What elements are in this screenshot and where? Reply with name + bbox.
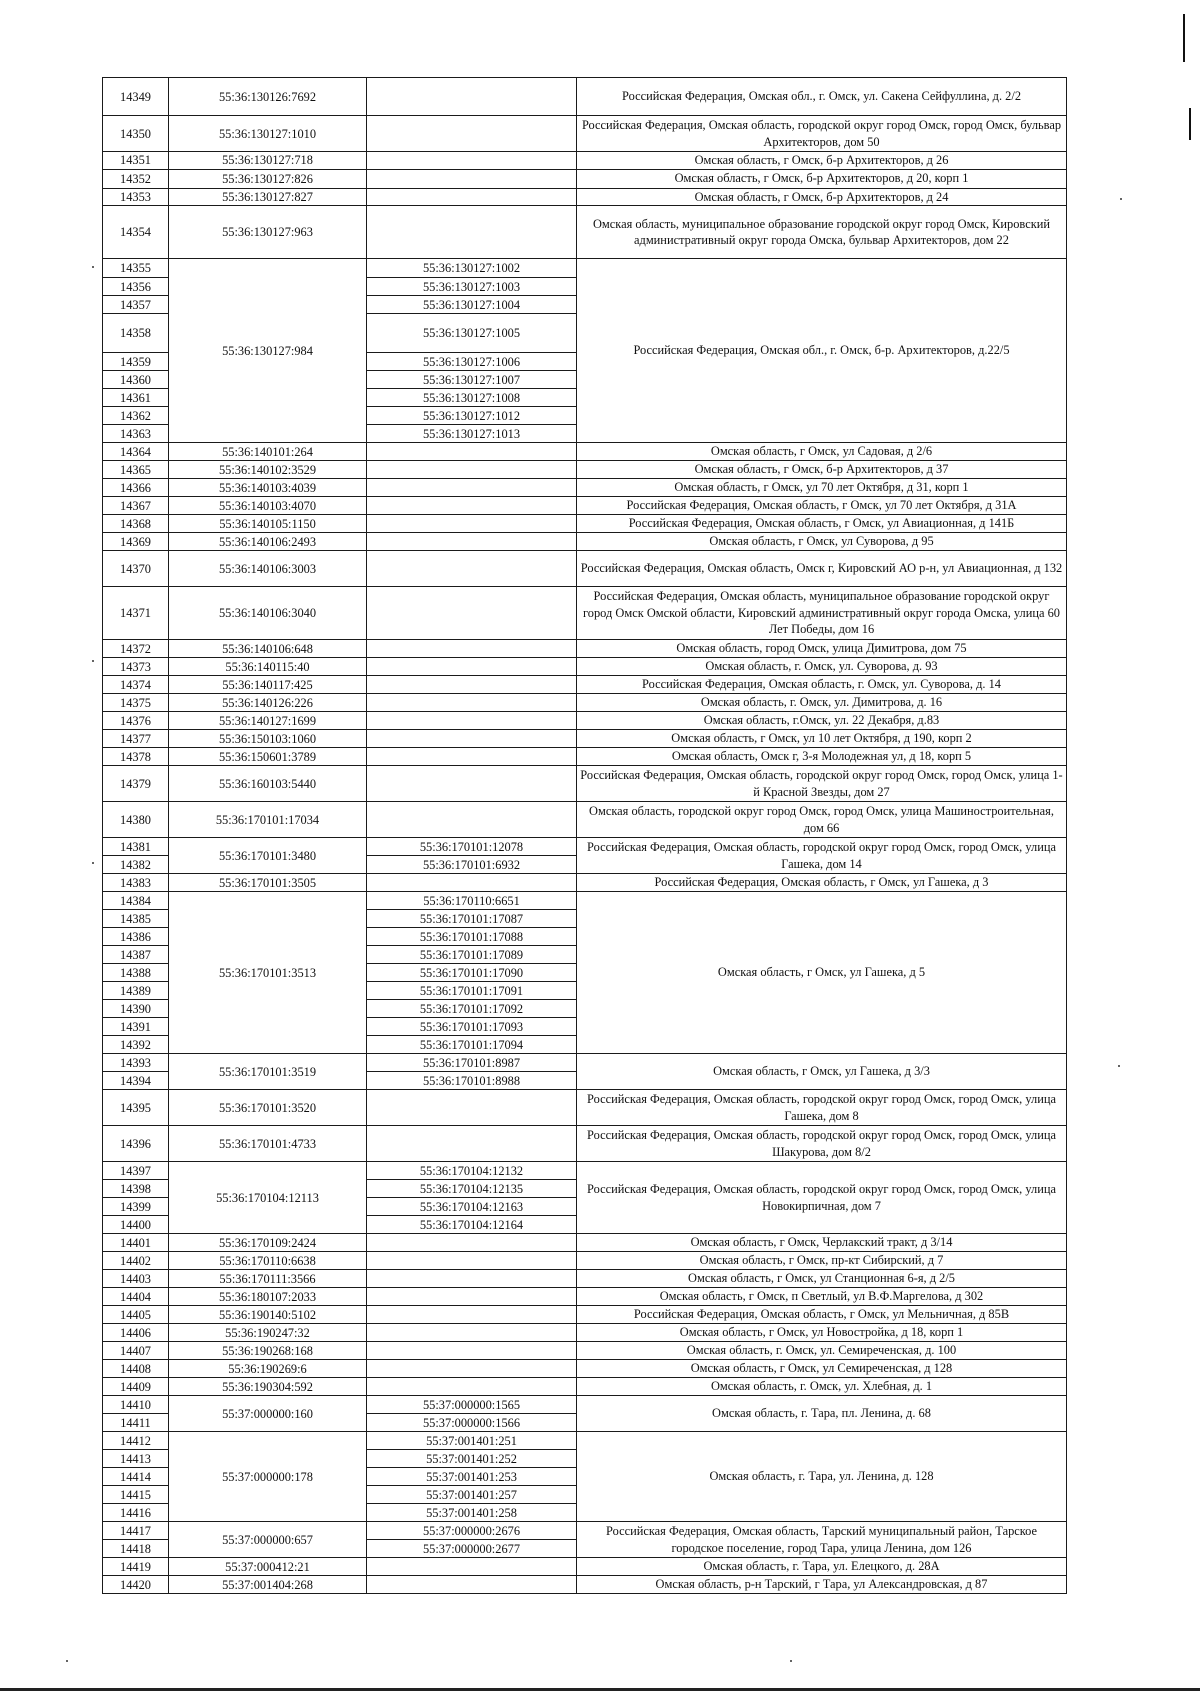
cadastral-number-cell: 55:36:190140:5102 — [169, 1306, 367, 1324]
row-number-cell: 14369 — [103, 533, 169, 551]
row-number-cell: 14390 — [103, 1000, 169, 1018]
cadastral-number-cell: 55:36:190247:32 — [169, 1324, 367, 1342]
row-number-cell: 14374 — [103, 676, 169, 694]
table-row — [103, 1576, 1067, 1594]
row-number-cell: 14403 — [103, 1270, 169, 1288]
table-row — [103, 443, 1067, 461]
cadastral-number-cell: 55:36:140101:264 — [169, 443, 367, 461]
related-cadastral-number-cell: 55:36:170104:12164 — [367, 1216, 577, 1234]
row-number-cell: 14402 — [103, 1252, 169, 1270]
empty-cell — [367, 1360, 577, 1378]
row-number-cell: 14410 — [103, 1396, 169, 1414]
row-number-cell: 14353 — [103, 188, 169, 206]
row-number-cell: 14404 — [103, 1288, 169, 1306]
address-cell: Омская область, г. Тара, ул. Ленина, д. 128 — [577, 1432, 1067, 1522]
row-number-cell: 14360 — [103, 371, 169, 389]
row-number-cell: 14405 — [103, 1306, 169, 1324]
row-number-cell: 14419 — [103, 1558, 169, 1576]
row-number-cell: 14416 — [103, 1504, 169, 1522]
cadastral-number-cell: 55:36:190269:6 — [169, 1360, 367, 1378]
address-cell: Омская область, г Омск, ул 70 лет Октября, д 31, корп 1 — [577, 479, 1067, 497]
scan-speck — [66, 1660, 68, 1662]
scan-speck — [1118, 1065, 1120, 1067]
address-cell: Омская область, городской округ город Омск, город Омск, улица Машиностроительная, дом 66 — [577, 802, 1067, 838]
table-row — [103, 1288, 1067, 1306]
empty-cell — [367, 78, 577, 116]
cadastral-number-cell: 55:36:140103:4039 — [169, 479, 367, 497]
row-number-cell: 14366 — [103, 479, 169, 497]
address-cell: Омская область, г Омск, б-р Архитекторов, д 26 — [577, 152, 1067, 170]
table-row — [103, 1252, 1067, 1270]
scan-speck — [92, 660, 94, 662]
address-cell: Омская область, г Омск, ул Садовая, д 2/6 — [577, 443, 1067, 461]
related-cadastral-number-cell: 55:36:130127:1008 — [367, 389, 577, 407]
cadastral-number-cell: 55:36:170104:12113 — [169, 1162, 367, 1234]
row-number-cell: 14393 — [103, 1054, 169, 1072]
row-number-cell: 14352 — [103, 169, 169, 188]
cadastral-number-cell: 55:36:170101:3519 — [169, 1054, 367, 1090]
row-number-cell: 14368 — [103, 515, 169, 533]
empty-cell — [367, 497, 577, 515]
cadastral-number-cell: 55:36:140105:1150 — [169, 515, 367, 533]
cadastral-number-cell: 55:36:130127:963 — [169, 206, 367, 259]
related-cadastral-number-cell: 55:36:130127:1004 — [367, 296, 577, 314]
table-row — [103, 1054, 1067, 1072]
cadastral-number-cell: 55:36:170110:6638 — [169, 1252, 367, 1270]
empty-cell — [367, 766, 577, 802]
empty-cell — [367, 1234, 577, 1252]
row-number-cell: 14420 — [103, 1576, 169, 1594]
related-cadastral-number-cell: 55:36:170101:17089 — [367, 946, 577, 964]
table-row — [103, 259, 1067, 278]
empty-cell — [367, 730, 577, 748]
table-row — [103, 1360, 1067, 1378]
empty-cell — [367, 1126, 577, 1162]
empty-cell — [367, 1558, 577, 1576]
empty-cell — [367, 116, 577, 152]
address-cell: Омская область, г. Омск, ул. Хлебная, д. 1 — [577, 1378, 1067, 1396]
cadastral-number-cell: 55:36:190268:168 — [169, 1342, 367, 1360]
address-cell: Омская область, г Омск, п Светлый, ул В.Ф.Маргелова, д 302 — [577, 1288, 1067, 1306]
related-cadastral-number-cell: 55:37:001401:257 — [367, 1486, 577, 1504]
address-cell: Омская область, р-н Тарский, г Тара, ул Александровская, д 87 — [577, 1576, 1067, 1594]
empty-cell — [367, 551, 577, 587]
cadastral-number-cell: 55:36:130127:827 — [169, 188, 367, 206]
address-cell: Российская Федерация, Омская область, г Омск, ул Авиационная, д 141Б — [577, 515, 1067, 533]
table-row — [103, 1378, 1067, 1396]
related-cadastral-number-cell: 55:36:170101:17092 — [367, 1000, 577, 1018]
cadastral-number-cell: 55:36:170101:17034 — [169, 802, 367, 838]
table-row — [103, 1162, 1067, 1180]
row-number-cell: 14351 — [103, 152, 169, 170]
related-cadastral-number-cell: 55:36:130127:1003 — [367, 278, 577, 296]
row-number-cell: 14381 — [103, 838, 169, 856]
related-cadastral-number-cell: 55:36:130127:1007 — [367, 371, 577, 389]
related-cadastral-number-cell: 55:37:000000:2677 — [367, 1540, 577, 1558]
row-number-cell: 14400 — [103, 1216, 169, 1234]
row-number-cell: 14387 — [103, 946, 169, 964]
table-row — [103, 78, 1067, 116]
address-cell: Омская область, г. Омск, ул. Семиреченская, д. 100 — [577, 1342, 1067, 1360]
empty-cell — [367, 533, 577, 551]
cadastral-number-cell: 55:37:000000:178 — [169, 1432, 367, 1522]
related-cadastral-number-cell: 55:36:170104:12132 — [367, 1162, 577, 1180]
table-row — [103, 479, 1067, 497]
empty-cell — [367, 1090, 577, 1126]
address-cell: Российская Федерация, Омская область, г. Омск, ул. Суворова, д. 14 — [577, 676, 1067, 694]
related-cadastral-number-cell: 55:36:170104:12135 — [367, 1180, 577, 1198]
empty-cell — [367, 874, 577, 892]
scan-speck — [92, 862, 94, 864]
address-cell: Российская Федерация, Омская обл., г. Омск, ул. Сакена Сейфуллина, д. 2/2 — [577, 78, 1067, 116]
empty-cell — [367, 1576, 577, 1594]
address-cell: Российская Федерация, Омская область, городской округ город Омск, город Омск, бульвар Архитекторов, дом 50 — [577, 116, 1067, 152]
address-cell: Российская Федерация, Омская область, городской округ город Омск, город Омск, улица Шакурова, дом 8/2 — [577, 1126, 1067, 1162]
row-number-cell: 14414 — [103, 1468, 169, 1486]
row-number-cell: 14412 — [103, 1432, 169, 1450]
row-number-cell: 14407 — [103, 1342, 169, 1360]
table-row — [103, 766, 1067, 802]
related-cadastral-number-cell: 55:36:170101:12078 — [367, 838, 577, 856]
table-row — [103, 551, 1067, 587]
table-row — [103, 1126, 1067, 1162]
empty-cell — [367, 515, 577, 533]
related-cadastral-number-cell: 55:36:170110:6651 — [367, 892, 577, 910]
empty-cell — [367, 1288, 577, 1306]
cadastral-number-cell: 55:37:000412:21 — [169, 1558, 367, 1576]
related-cadastral-number-cell: 55:36:130127:1006 — [367, 353, 577, 371]
table-row — [103, 1522, 1067, 1540]
address-cell: Российская Федерация, Омская область, муниципальное образование городской округ город Омск Омской области, Кировский административный округ города Омска, улица 60 Лет Победы, дом 16 — [577, 587, 1067, 640]
table-row — [103, 838, 1067, 856]
empty-cell — [367, 443, 577, 461]
related-cadastral-number-cell: 55:37:000000:1566 — [367, 1414, 577, 1432]
row-number-cell: 14384 — [103, 892, 169, 910]
address-cell: Российская Федерация, Омская область, Тарский муниципальный район, Тарское городское поселение, город Тара, улица Ленина, дом 126 — [577, 1522, 1067, 1558]
row-number-cell: 14385 — [103, 910, 169, 928]
cadastral-number-cell: 55:36:140102:3529 — [169, 461, 367, 479]
row-number-cell: 14396 — [103, 1126, 169, 1162]
table-row — [103, 748, 1067, 766]
related-cadastral-number-cell: 55:37:001401:252 — [367, 1450, 577, 1468]
address-cell: Омская область, г Омск, б-р Архитекторов, д 37 — [577, 461, 1067, 479]
table-row — [103, 730, 1067, 748]
row-number-cell: 14379 — [103, 766, 169, 802]
table-row — [103, 892, 1067, 910]
related-cadastral-number-cell: 55:36:170101:8987 — [367, 1054, 577, 1072]
table-row — [103, 640, 1067, 658]
row-number-cell: 14392 — [103, 1036, 169, 1054]
cadastral-table — [102, 77, 1067, 1594]
address-cell: Омская область, г. Тара, пл. Ленина, д. 68 — [577, 1396, 1067, 1432]
address-cell: Российская Федерация, Омская область, г Омск, ул Гашека, д 3 — [577, 874, 1067, 892]
related-cadastral-number-cell: 55:36:170101:17091 — [367, 982, 577, 1000]
table-row — [103, 188, 1067, 206]
cadastral-number-cell: 55:36:140106:3003 — [169, 551, 367, 587]
row-number-cell: 14382 — [103, 856, 169, 874]
scan-speck — [92, 266, 94, 268]
row-number-cell: 14391 — [103, 1018, 169, 1036]
empty-cell — [367, 676, 577, 694]
row-number-cell: 14378 — [103, 748, 169, 766]
cadastral-number-cell: 55:36:190304:592 — [169, 1378, 367, 1396]
cadastral-number-cell: 55:36:140127:1699 — [169, 712, 367, 730]
row-number-cell: 14363 — [103, 425, 169, 443]
address-cell: Омская область, г Омск, б-р Архитекторов, д 20, корп 1 — [577, 169, 1067, 188]
table-row — [103, 461, 1067, 479]
row-number-cell: 14357 — [103, 296, 169, 314]
cadastral-number-cell: 55:36:170101:4733 — [169, 1126, 367, 1162]
cadastral-number-cell: 55:36:150601:3789 — [169, 748, 367, 766]
row-number-cell: 14394 — [103, 1072, 169, 1090]
cadastral-number-cell: 55:36:140106:648 — [169, 640, 367, 658]
row-number-cell: 14365 — [103, 461, 169, 479]
related-cadastral-number-cell: 55:37:000000:1565 — [367, 1396, 577, 1414]
table-row — [103, 1234, 1067, 1252]
related-cadastral-number-cell: 55:36:130127:1005 — [367, 314, 577, 353]
table-row — [103, 206, 1067, 259]
row-number-cell: 14389 — [103, 982, 169, 1000]
row-number-cell: 14398 — [103, 1180, 169, 1198]
scan-bottom-border — [0, 1688, 1200, 1691]
related-cadastral-number-cell: 55:36:130127:1013 — [367, 425, 577, 443]
table-row — [103, 1342, 1067, 1360]
table-row — [103, 676, 1067, 694]
row-number-cell: 14408 — [103, 1360, 169, 1378]
cadastral-number-cell: 55:36:140106:3040 — [169, 587, 367, 640]
related-cadastral-number-cell: 55:36:130127:1012 — [367, 407, 577, 425]
related-cadastral-number-cell: 55:36:170101:17090 — [367, 964, 577, 982]
empty-cell — [367, 1270, 577, 1288]
table-row — [103, 515, 1067, 533]
address-cell: Омская область, г Омск, ул Суворова, д 95 — [577, 533, 1067, 551]
related-cadastral-number-cell: 55:36:170101:17093 — [367, 1018, 577, 1036]
empty-cell — [367, 587, 577, 640]
cadastral-number-cell: 55:36:150103:1060 — [169, 730, 367, 748]
empty-cell — [367, 1252, 577, 1270]
empty-cell — [367, 169, 577, 188]
empty-cell — [367, 461, 577, 479]
address-cell: Российская Федерация, Омская обл., г. Омск, б-р. Архитекторов, д.22/5 — [577, 259, 1067, 443]
row-number-cell: 14358 — [103, 314, 169, 353]
empty-cell — [367, 152, 577, 170]
row-number-cell: 14411 — [103, 1414, 169, 1432]
row-number-cell: 14386 — [103, 928, 169, 946]
address-cell: Российская Федерация, Омская область, г Омск, ул 70 лет Октября, д 31А — [577, 497, 1067, 515]
scan-speck — [790, 1660, 792, 1662]
cadastral-number-cell: 55:36:130127:826 — [169, 169, 367, 188]
table-row — [103, 712, 1067, 730]
address-cell: Российская Федерация, Омская область, городской округ город Омск, город Омск, улица Новокирпичная, дом 7 — [577, 1162, 1067, 1234]
row-number-cell: 14388 — [103, 964, 169, 982]
cadastral-number-cell: 55:36:140117:425 — [169, 676, 367, 694]
row-number-cell: 14367 — [103, 497, 169, 515]
empty-cell — [367, 1324, 577, 1342]
address-cell: Омская область, г Омск, ул Семиреченская, д 128 — [577, 1360, 1067, 1378]
empty-cell — [367, 658, 577, 676]
related-cadastral-number-cell: 55:37:001401:253 — [367, 1468, 577, 1486]
related-cadastral-number-cell: 55:36:170101:6932 — [367, 856, 577, 874]
row-number-cell: 14362 — [103, 407, 169, 425]
cadastral-number-cell: 55:36:180107:2033 — [169, 1288, 367, 1306]
address-cell: Омская область, г Омск, ул Станционная 6-я, д 2/5 — [577, 1270, 1067, 1288]
address-cell: Омская область, г Омск, пр-кт Сибирский, д 7 — [577, 1252, 1067, 1270]
table-row — [103, 1090, 1067, 1126]
cadastral-number-cell: 55:36:170101:3520 — [169, 1090, 367, 1126]
address-cell: Российская Федерация, Омская область, городской округ город Омск, город Омск, улица Гашека, дом 14 — [577, 838, 1067, 874]
cadastral-number-cell: 55:37:001404:268 — [169, 1576, 367, 1594]
row-number-cell: 14399 — [103, 1198, 169, 1216]
row-number-cell: 14418 — [103, 1540, 169, 1558]
address-cell: Российская Федерация, Омская область, городской округ город Омск, город Омск, улица Гашека, дом 8 — [577, 1090, 1067, 1126]
row-number-cell: 14354 — [103, 206, 169, 259]
cadastral-number-cell: 55:36:170101:3513 — [169, 892, 367, 1054]
row-number-cell: 14370 — [103, 551, 169, 587]
table-row — [103, 1270, 1067, 1288]
address-cell: Омская область, муниципальное образование городской округ город Омск, Кировский административный округ города Омска, бульвар Архитекторов, дом 22 — [577, 206, 1067, 259]
scan-edge-mark — [1183, 14, 1185, 62]
address-cell: Омская область, Омск г, 3-я Молодежная ул, д 18, корп 5 — [577, 748, 1067, 766]
address-cell: Российская Федерация, Омская область, городской округ город Омск, город Омск, улица 1-й Красной Звезды, дом 27 — [577, 766, 1067, 802]
address-cell: Омская область, г. Омск, ул. Суворова, д. 93 — [577, 658, 1067, 676]
address-cell: Омская область, г Омск, ул Гашека, д 3/3 — [577, 1054, 1067, 1090]
empty-cell — [367, 188, 577, 206]
cadastral-number-cell: 55:36:130127:1010 — [169, 116, 367, 152]
empty-cell — [367, 640, 577, 658]
row-number-cell: 14415 — [103, 1486, 169, 1504]
related-cadastral-number-cell: 55:36:170101:8988 — [367, 1072, 577, 1090]
row-number-cell: 14380 — [103, 802, 169, 838]
row-number-cell: 14417 — [103, 1522, 169, 1540]
row-number-cell: 14375 — [103, 694, 169, 712]
address-cell: Российская Федерация, Омская область, Омск г, Кировский АО р-н, ул Авиационная, д 132 — [577, 551, 1067, 587]
table-row — [103, 587, 1067, 640]
row-number-cell: 14372 — [103, 640, 169, 658]
row-number-cell: 14406 — [103, 1324, 169, 1342]
empty-cell — [367, 694, 577, 712]
address-cell: Омская область, г. Тара, ул. Елецкого, д. 28А — [577, 1558, 1067, 1576]
cadastral-number-cell: 55:36:170101:3480 — [169, 838, 367, 874]
table-row — [103, 1396, 1067, 1414]
row-number-cell: 14401 — [103, 1234, 169, 1252]
row-number-cell: 14356 — [103, 278, 169, 296]
related-cadastral-number-cell: 55:36:130127:1002 — [367, 259, 577, 278]
address-cell: Российская Федерация, Омская область, г Омск, ул Мельничная, д 85В — [577, 1306, 1067, 1324]
related-cadastral-number-cell: 55:37:000000:2676 — [367, 1522, 577, 1540]
cadastral-number-cell: 55:37:000000:657 — [169, 1522, 367, 1558]
row-number-cell: 14373 — [103, 658, 169, 676]
row-number-cell: 14355 — [103, 259, 169, 278]
row-number-cell: 14350 — [103, 116, 169, 152]
address-cell: Омская область, г Омск, б-р Архитекторов, д 24 — [577, 188, 1067, 206]
cadastral-number-cell: 55:36:170109:2424 — [169, 1234, 367, 1252]
related-cadastral-number-cell: 55:36:170101:17088 — [367, 928, 577, 946]
table-row — [103, 694, 1067, 712]
row-number-cell: 14395 — [103, 1090, 169, 1126]
scan-speck — [1120, 198, 1122, 200]
row-number-cell: 14361 — [103, 389, 169, 407]
table-row — [103, 658, 1067, 676]
address-cell: Омская область, г Омск, ул Новостройка, д 18, корп 1 — [577, 1324, 1067, 1342]
table-row — [103, 169, 1067, 188]
row-number-cell: 14359 — [103, 353, 169, 371]
row-number-cell: 14409 — [103, 1378, 169, 1396]
table-row — [103, 1558, 1067, 1576]
cadastral-number-cell: 55:36:170111:3566 — [169, 1270, 367, 1288]
table-row — [103, 152, 1067, 170]
table-row — [103, 116, 1067, 152]
cadastral-number-cell: 55:37:000000:160 — [169, 1396, 367, 1432]
row-number-cell: 14364 — [103, 443, 169, 461]
cadastral-number-cell: 55:36:140103:4070 — [169, 497, 367, 515]
row-number-cell: 14383 — [103, 874, 169, 892]
empty-cell — [367, 1306, 577, 1324]
cadastral-number-cell: 55:36:160103:5440 — [169, 766, 367, 802]
row-number-cell: 14371 — [103, 587, 169, 640]
address-cell: Омская область, г Омск, ул Гашека, д 5 — [577, 892, 1067, 1054]
cadastral-number-cell: 55:36:130127:984 — [169, 259, 367, 443]
address-cell: Омская область, город Омск, улица Димитрова, дом 75 — [577, 640, 1067, 658]
empty-cell — [367, 712, 577, 730]
empty-cell — [367, 1378, 577, 1396]
cadastral-number-cell: 55:36:130126:7692 — [169, 78, 367, 116]
related-cadastral-number-cell: 55:37:001401:258 — [367, 1504, 577, 1522]
empty-cell — [367, 1342, 577, 1360]
table-row — [103, 802, 1067, 838]
table-row — [103, 874, 1067, 892]
row-number-cell: 14377 — [103, 730, 169, 748]
row-number-cell: 14413 — [103, 1450, 169, 1468]
cadastral-number-cell: 55:36:140106:2493 — [169, 533, 367, 551]
empty-cell — [367, 802, 577, 838]
empty-cell — [367, 479, 577, 497]
row-number-cell: 14376 — [103, 712, 169, 730]
table-row — [103, 533, 1067, 551]
address-cell: Омская область, г.Омск, ул. 22 Декабря, д.83 — [577, 712, 1067, 730]
empty-cell — [367, 748, 577, 766]
row-number-cell: 14349 — [103, 78, 169, 116]
related-cadastral-number-cell: 55:36:170101:17094 — [367, 1036, 577, 1054]
cadastral-number-cell: 55:36:170101:3505 — [169, 874, 367, 892]
cadastral-number-cell: 55:36:140115:40 — [169, 658, 367, 676]
address-cell: Омская область, г. Омск, ул. Димитрова, д. 16 — [577, 694, 1067, 712]
address-cell: Омская область, г Омск, Черлакский тракт, д 3/14 — [577, 1234, 1067, 1252]
table-body — [103, 78, 1067, 1594]
table-row — [103, 1324, 1067, 1342]
cadastral-number-cell: 55:36:130127:718 — [169, 152, 367, 170]
related-cadastral-number-cell: 55:37:001401:251 — [367, 1432, 577, 1450]
related-cadastral-number-cell: 55:36:170101:17087 — [367, 910, 577, 928]
table-row — [103, 1432, 1067, 1450]
empty-cell — [367, 206, 577, 259]
scan-edge-mark — [1189, 108, 1191, 140]
related-cadastral-number-cell: 55:36:170104:12163 — [367, 1198, 577, 1216]
table-row — [103, 497, 1067, 515]
address-cell: Омская область, г Омск, ул 10 лет Октября, д 190, корп 2 — [577, 730, 1067, 748]
table-row — [103, 1306, 1067, 1324]
cadastral-number-cell: 55:36:140126:226 — [169, 694, 367, 712]
row-number-cell: 14397 — [103, 1162, 169, 1180]
